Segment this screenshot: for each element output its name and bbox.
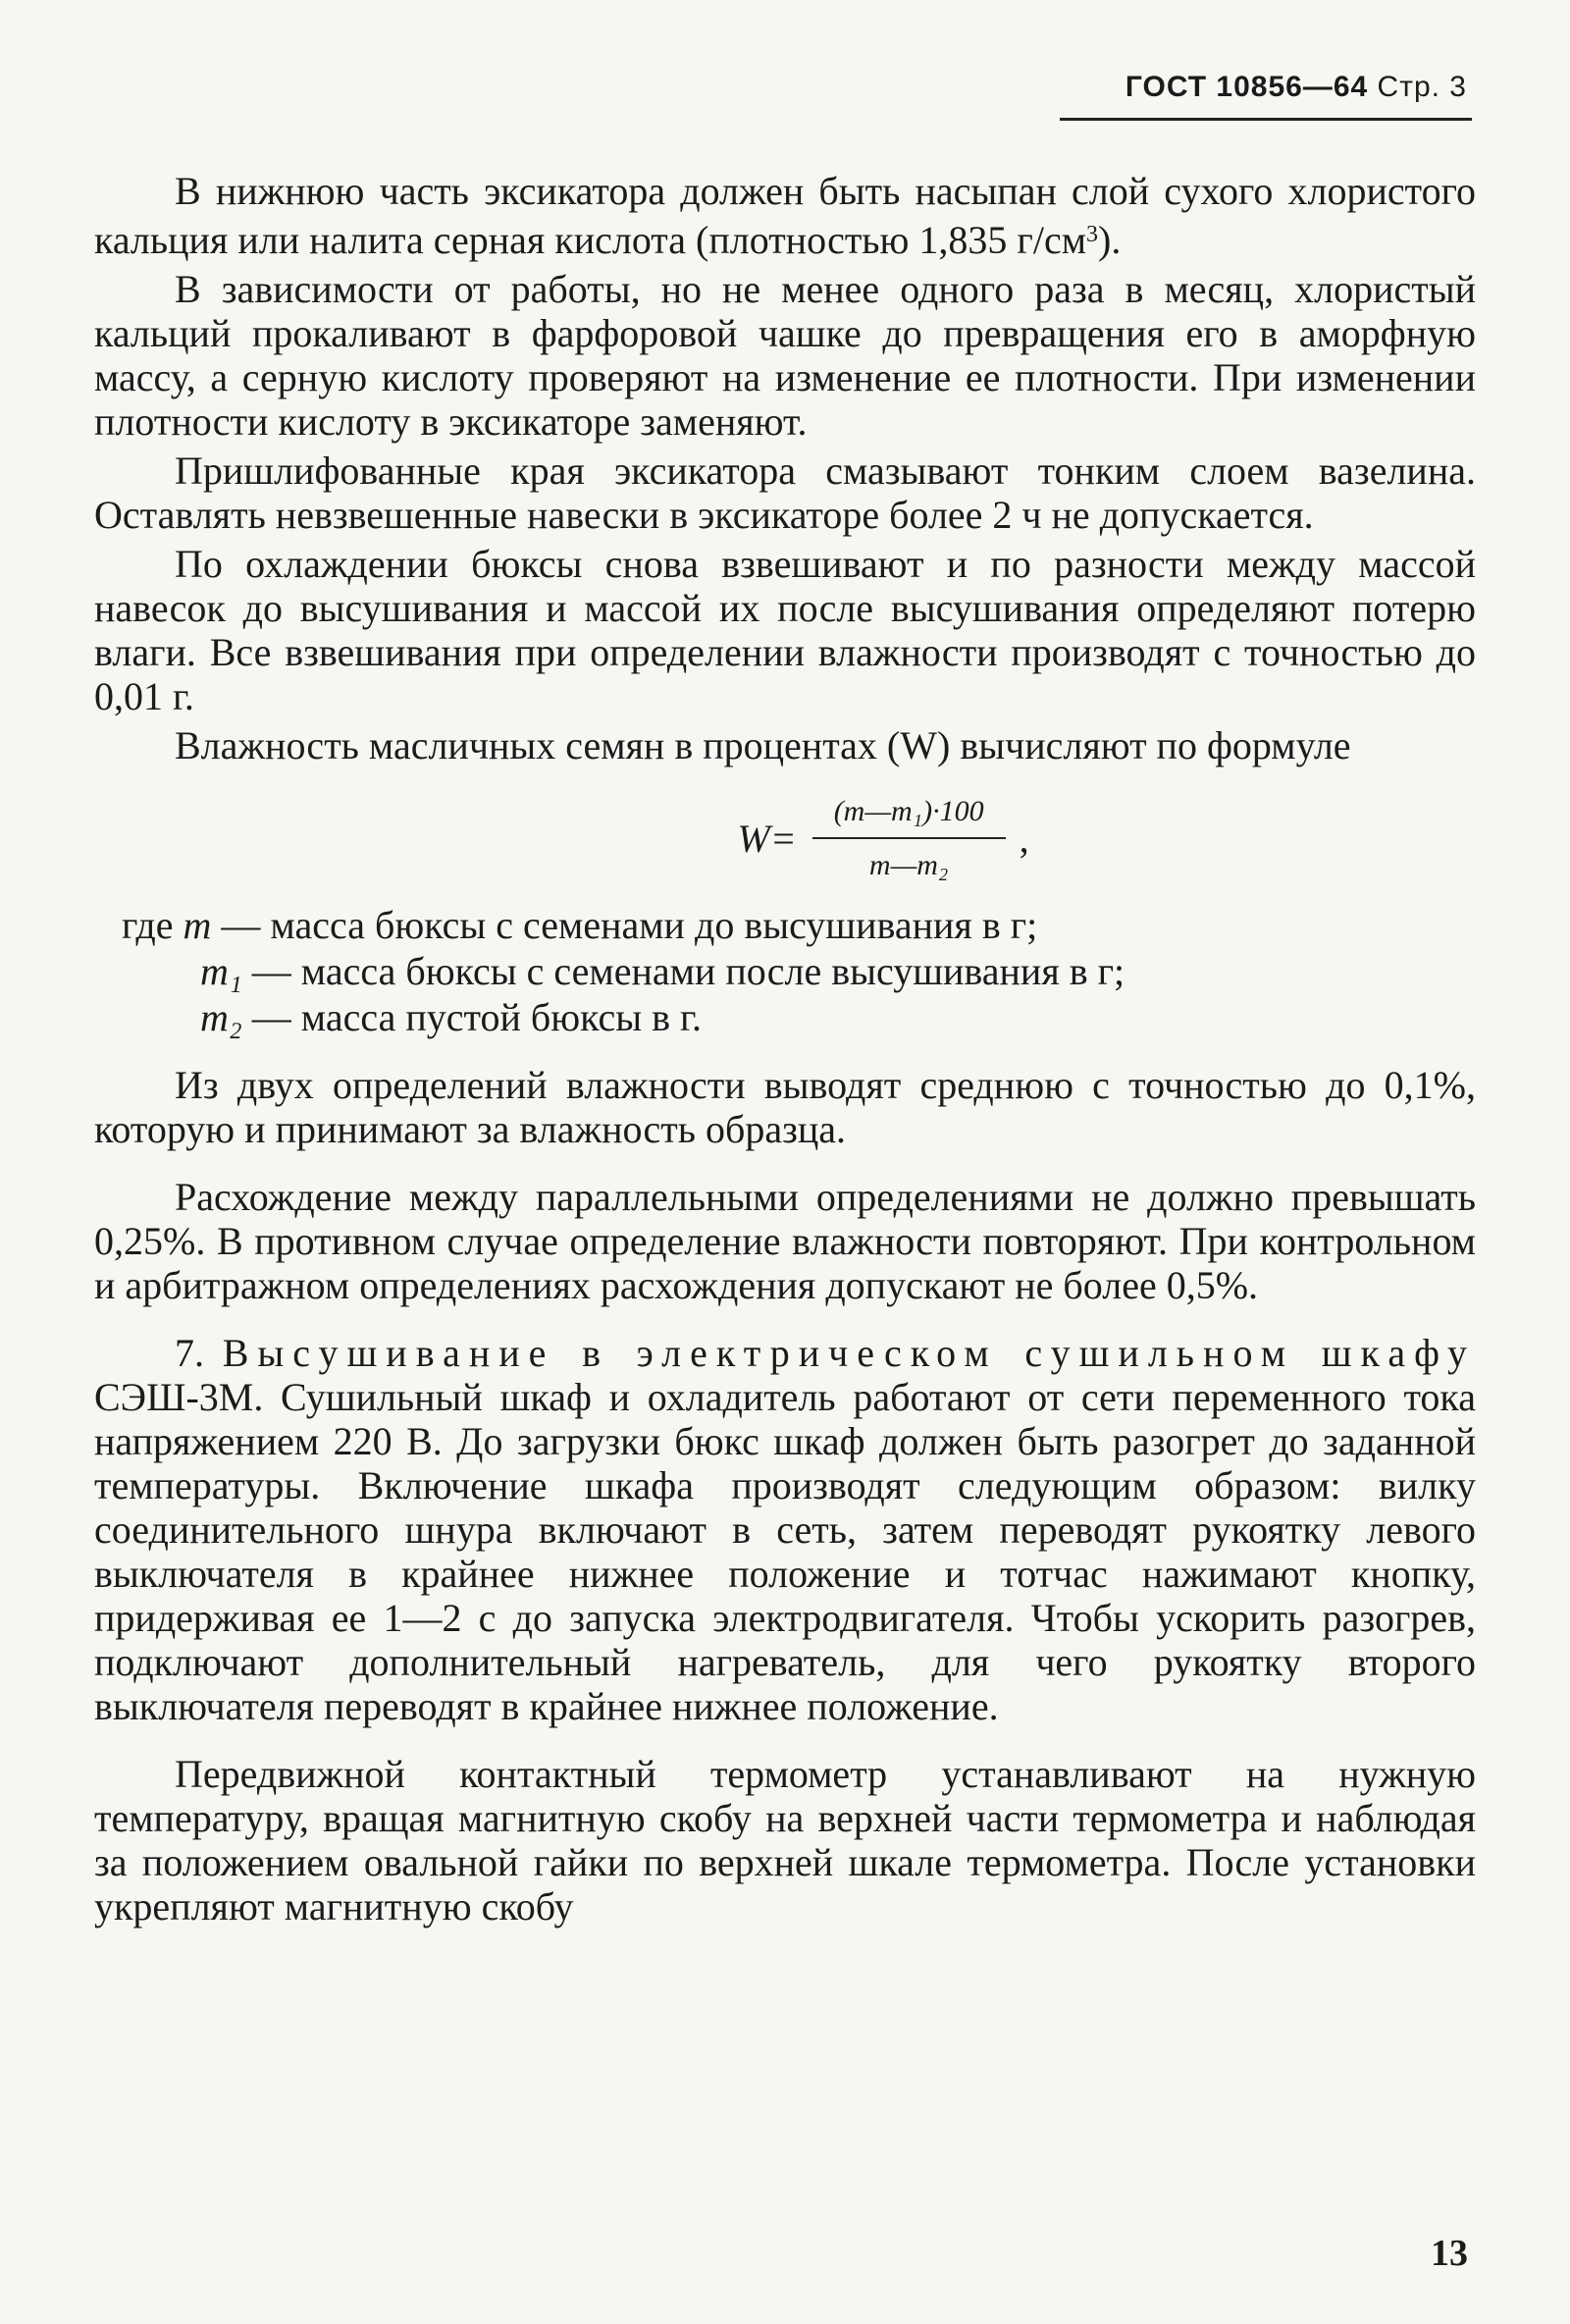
legend-text: — масса бюксы с семенами до высушивания в г; — [211, 903, 1038, 947]
legend-var: m₂ — [200, 995, 242, 1039]
page-header — [1125, 71, 1467, 104]
page-label: Стр. 3 — [1377, 71, 1467, 103]
legend-item — [94, 949, 1476, 993]
paragraph-formula-intro: Влажность масличных семян в процентах (W) вычисляют по формуле — [175, 723, 1351, 767]
paragraph-average: Из двух определений влажности выводят среднюю с точностью до 0,1%, которую и принимают за влажность образца. — [94, 1063, 1476, 1151]
paragraph-drying-cabinet — [94, 1331, 1476, 1728]
section-number: 7. — [175, 1331, 204, 1375]
formula-fraction — [812, 789, 1006, 887]
legend-var: m₁ — [200, 949, 242, 993]
legend-prefix: где — [122, 903, 183, 947]
legend-item — [94, 995, 1476, 1039]
paragraph-thermometer: Передвижной контактный термометр устанавливают на нужную температуру, вращая магнитную скобу на верхней части термометра и наблюдая за положением овальной гайки по верхней шкале термометра. После установки укрепляют магнитную скобу — [94, 1752, 1476, 1928]
moisture-formula — [290, 789, 1476, 887]
paragraph-weighing: По охлаждении бюксы снова взвешивают и по разности между массой навесок до высушивания и массой их после высушивания определяют потерю влаги. Все взвешивания при определении влажности производят с точностью до 0,01 г. — [94, 542, 1476, 718]
formula-numerator: (m—m₁)·100 — [833, 795, 984, 827]
paragraph-desiccator-fill — [94, 169, 1476, 262]
standard-code: ГОСТ 10856—64 — [1125, 71, 1369, 103]
paragraph-vaseline: Пришлифованные края эксикатора смазывают тонким слоем вазелина. Оставлять невзвешенные навески в эксикаторе более 2 ч не допускается. — [94, 449, 1476, 537]
document-body — [94, 169, 1476, 1933]
paragraph-text: ). — [1098, 218, 1122, 262]
paragraph-text: В нижнюю часть эксикатора должен быть насыпан слой сухого хлористого кальция или налита серная кислота (плотностью 1,835 г/см — [94, 169, 1476, 262]
legend-item — [94, 903, 1476, 947]
legend-text: — масса бюксы с семенами после высушивания в г; — [241, 949, 1125, 993]
paragraph-calcination: В зависимости от работы, но не менее одного раза в месяц, хлористый кальций прокаливают в фарфоровой чашке до превращения его в аморфную массу, а серную кислоту проверяют на изменение ее плотности. При изменении плотности кислоту в эксикаторе заменяют. — [94, 267, 1476, 444]
section-title: Высушивание в электрическом сушильном шкафу — [222, 1331, 1477, 1375]
header-rule — [1060, 118, 1472, 121]
paragraph-text: СЭШ-3М. Сушильный шкаф и охладитель работают от сети переменного тока напряжением 220 В. До загрузки бюкс шкаф должен быть разогрет до заданной температуры. Включение шкафа производят следующим образом: вилку соединительного шнура включают в сеть, затем переводят рукоятку левого выключателя в крайнее нижнее положение и тотчас нажимают кнопку, придерживая ее 1—2 с до запуска электродвигателя. Чтобы ускорить разогрев, подключают дополнительный нагреватель, для чего рукоятку второго выключателя переводят в крайнее нижнее положение. — [94, 1375, 1476, 1728]
formula-denominator: m—m₂ — [868, 849, 949, 881]
legend-text: — масса пустой бюксы в г. — [241, 995, 702, 1039]
formula-lhs: W= — [737, 816, 797, 861]
superscript: 3 — [1086, 222, 1099, 247]
paragraph-discrepancy: Расхождение между параллельными определениями не должно превышать 0,25%. В противном случае определение влажности повторяют. При контрольном и арбитражном определениях расхождения допускают не более 0,5%. — [94, 1175, 1476, 1307]
page-number: 13 — [1431, 2233, 1468, 2274]
legend-var: m — [183, 903, 212, 947]
formula-comma: , — [1019, 816, 1029, 861]
